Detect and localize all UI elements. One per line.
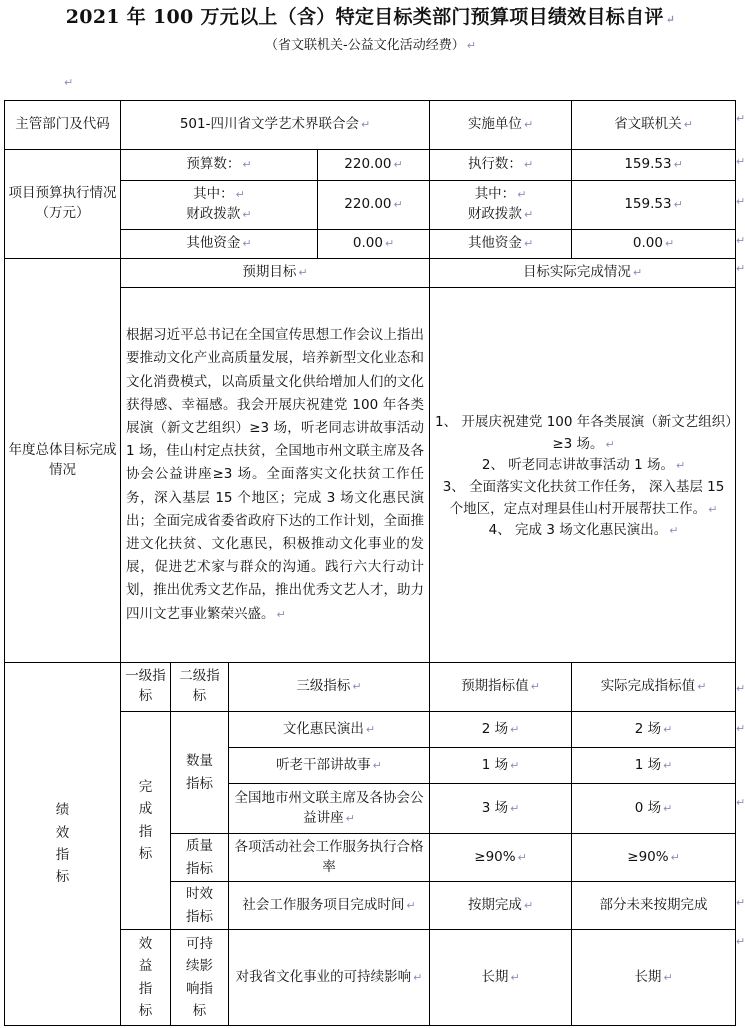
dept-label-cell: 主管部门及代码: [5, 101, 121, 150]
row-end-mark: ↵: [736, 234, 745, 247]
quantity-indicator-label: 数量指标: [171, 712, 229, 834]
row-end-mark: ↵: [736, 722, 745, 735]
outcome-item: 1、 开展庆祝建党 100 年各类展演（新文艺组织）≥3 场。 ↵: [435, 414, 733, 452]
indicator-expected-value: ≥90% ↵: [430, 834, 572, 882]
indicator-name: 各项活动社会工作服务执行合格率: [229, 834, 430, 882]
paragraph-mark: ↵: [64, 76, 74, 89]
unit-label-cell: 实施单位 ↵: [430, 101, 572, 150]
performance-table: [4, 100, 736, 1026]
indicator-actual-value: 长期 ↵: [572, 930, 736, 1026]
fiscal-exec-value-cell: 159.53 ↵: [572, 181, 736, 230]
dept-value-cell: 501-四川省文学艺术界联合会 ↵: [121, 101, 430, 150]
unit-value-cell: 省文联机关 ↵: [572, 101, 736, 150]
budget-value-cell: 220.00 ↵: [318, 150, 430, 181]
row-end-mark: ↵: [736, 155, 745, 168]
indicator-expected-value: 长期 ↵: [430, 930, 572, 1026]
row-end-mark: ↵: [736, 896, 745, 909]
other-exec-label-cell: 其他资金 ↵: [430, 230, 572, 259]
other-budget-value-cell: 0.00 ↵: [318, 230, 430, 259]
indicator-expected-value: 1 场 ↵: [430, 748, 572, 784]
document-title: 2021 年 100 万元以上（含）特定目标类部门预算项目绩效目标自评 ↵: [65, 6, 676, 28]
indicator-name: 对我省文化事业的可持续影响 ↵: [229, 930, 430, 1026]
outcome-item: 2、 听老同志讲故事活动 1 场。 ↵: [481, 457, 686, 474]
indicator-name: 全国地市州文联主席及各协会公益讲座 ↵: [229, 784, 430, 834]
indicator-expected-value: 按期完成 ↵: [430, 882, 572, 930]
annual-goal-label: 年度总体目标完成情况: [5, 259, 121, 663]
budget-section-label: 项目预算执行情况（万元）: [5, 150, 121, 259]
exec-value-cell: 159.53 ↵: [572, 150, 736, 181]
row-end-mark: ↵: [736, 112, 745, 125]
indicator-actual-value: 1 场 ↵: [572, 748, 736, 784]
actual-value-header: 实际完成指标值 ↵: [572, 663, 736, 712]
row-end-mark: ↵: [736, 262, 745, 275]
level3-header: 三级指标 ↵: [229, 663, 430, 712]
indicator-actual-value: 部分未来按期完成: [572, 882, 736, 930]
exec-label-cell: 执行数： ↵: [430, 150, 572, 181]
other-exec-value-cell: 0.00 ↵: [572, 230, 736, 259]
actual-goal-list: [430, 288, 736, 663]
outcome-item: 3、 全面落实文化扶贫工作任务， 深入基层 15 个地区，定点对理县佳山村开展帮扶工作。 ↵: [442, 479, 725, 517]
row-end-mark: ↵: [736, 935, 745, 948]
level1-header: 一级指标: [121, 663, 171, 712]
fiscal-label-cell: 其中： ↵ 财政拨款 ↵: [121, 181, 318, 230]
benefit-indicator-label: 效益指标: [121, 930, 171, 1026]
completion-indicator-label: 完成指标: [121, 712, 171, 930]
timeliness-indicator-label: 时效指标: [171, 882, 229, 930]
quality-indicator-label: 质量指标: [171, 834, 229, 882]
indicator-name: 文化惠民演出 ↵: [229, 712, 430, 748]
expected-goal-text: 根据习近平总书记在全国宣传思想工作会议上指出要推动文化产业高质量发展，培养新型文化业态和文化消费模式，以高质量文化供给增加人们的文化获得感、幸福感。我会开展庆祝建党 100 年各类展演（新文艺组织）≥3 场，听老同志讲故事活动 1 场，佳山村定点扶贫，全国地市州文联主席及各协会公益讲座≥3 场。全面落实文化扶贫工作任务，深入基层 15 个地区；完成 3 场文化惠民演出；全面完成省委省政府下达的工作计划，全面推进文化扶贫、文化惠民，积极推动文化事业的发展，促进艺术家与群众的沟通。践行六大行动计划，推出优秀文艺作品，推出优秀文艺人才，助力四川文艺事业繁荣兴盛。 ↵: [121, 288, 430, 663]
row-end-mark: ↵: [736, 682, 745, 695]
indicator-actual-value: 2 场 ↵: [572, 712, 736, 748]
indicator-expected-value: 2 场 ↵: [430, 712, 572, 748]
indicator-name: 听老干部讲故事 ↵: [229, 748, 430, 784]
row-end-mark: ↵: [736, 195, 745, 208]
other-label-cell: 其他资金 ↵: [121, 230, 318, 259]
indicator-expected-value: 3 场 ↵: [430, 784, 572, 834]
row-end-mark: ↵: [736, 796, 745, 809]
expected-goal-header: 预期目标 ↵: [121, 259, 430, 288]
indicator-actual-value: ≥90% ↵: [572, 834, 736, 882]
level2-header: 二级指标: [171, 663, 229, 712]
fiscal-exec-label-cell: 其中： ↵ 财政拨款 ↵: [430, 181, 572, 230]
actual-goal-header: 目标实际完成情况 ↵: [430, 259, 736, 288]
indicator-name: 社会工作服务项目完成时间 ↵: [229, 882, 430, 930]
expected-value-header: 预期指标值 ↵: [430, 663, 572, 712]
performance-indicators-label: 绩效指标: [5, 663, 121, 1026]
fiscal-budget-value-cell: 220.00 ↵: [318, 181, 430, 230]
outcome-item: 4、 完成 3 场文化惠民演出。 ↵: [488, 522, 679, 539]
sustainability-indicator-label: 可持续影响指标: [171, 930, 229, 1026]
budget-label-cell: 预算数： ↵: [121, 150, 318, 181]
document-subtitle: （省文联机关-公益文化活动经费） ↵: [265, 38, 476, 53]
indicator-actual-value: 0 场 ↵: [572, 784, 736, 834]
